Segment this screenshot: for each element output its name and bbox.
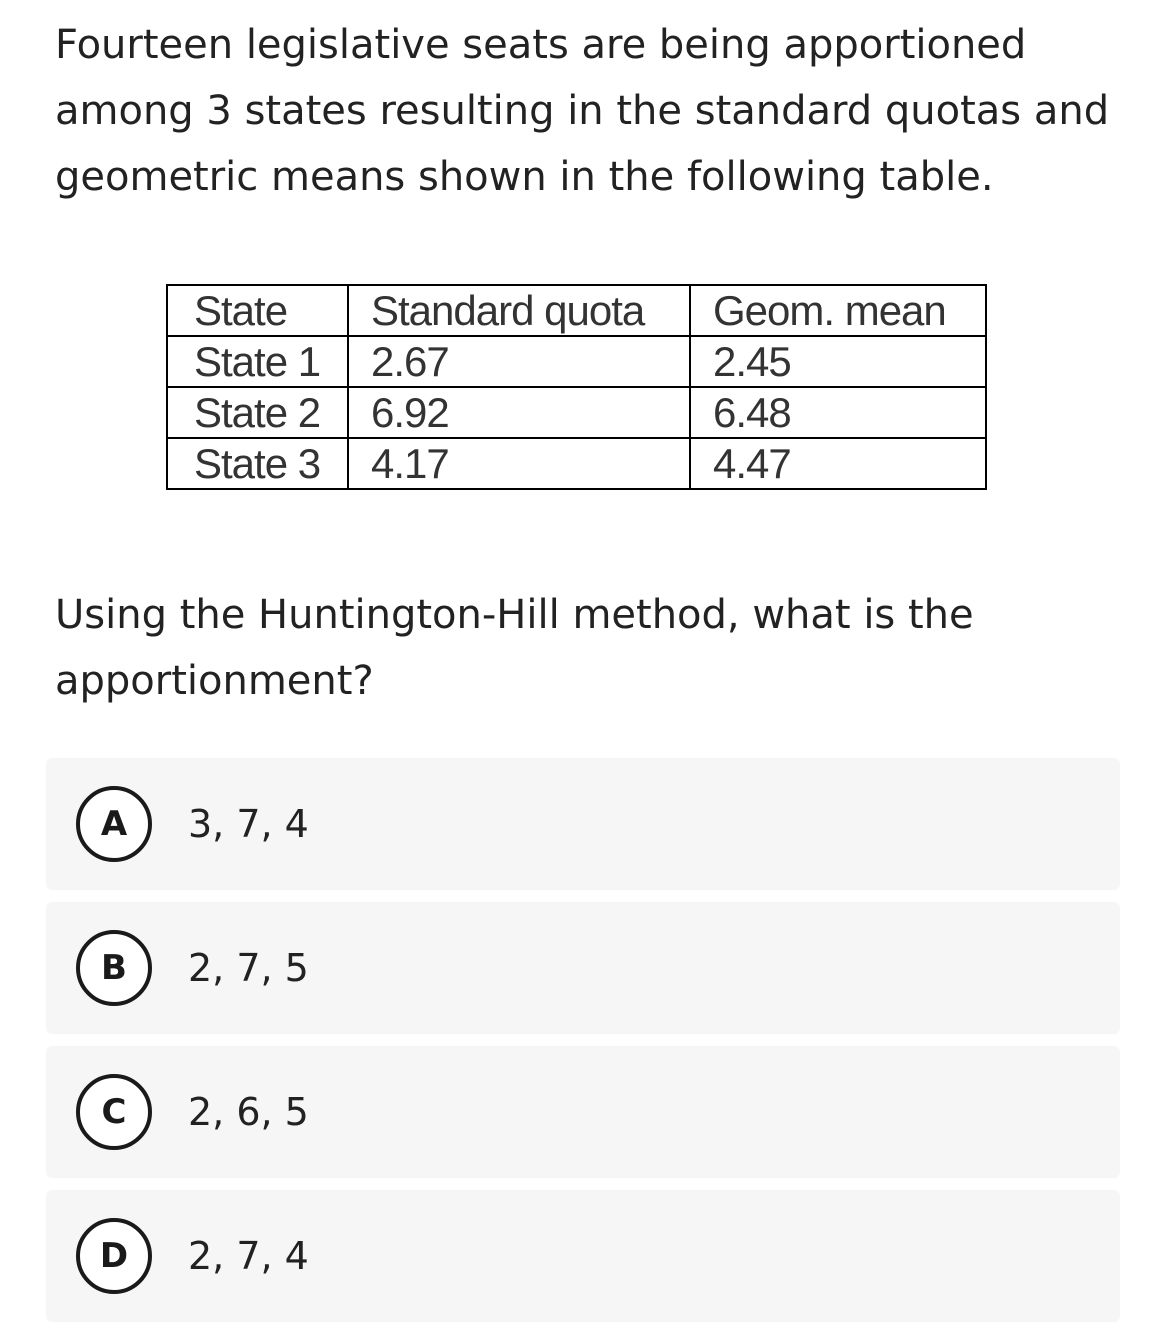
option-b[interactable]	[46, 902, 1120, 1034]
cell-state: State 2	[167, 387, 348, 438]
option-letter-badge: D	[76, 1218, 152, 1294]
answer-options	[46, 758, 1120, 1334]
table-row	[167, 387, 986, 438]
cell-state: State 1	[167, 336, 348, 387]
option-d[interactable]	[46, 1190, 1120, 1322]
table-row	[167, 438, 986, 489]
cell-geom-mean: 2.45	[690, 336, 986, 387]
option-text: 2, 7, 5	[188, 946, 309, 990]
cell-standard-quota: 2.67	[348, 336, 690, 387]
option-c[interactable]	[46, 1046, 1120, 1178]
quota-table	[166, 284, 987, 490]
cell-standard-quota: 6.92	[348, 387, 690, 438]
table-row	[167, 336, 986, 387]
cell-standard-quota: 4.17	[348, 438, 690, 489]
option-text: 2, 6, 5	[188, 1090, 309, 1134]
option-a[interactable]	[46, 758, 1120, 890]
header-geom-mean: Geom. mean	[690, 285, 986, 336]
cell-geom-mean: 6.48	[690, 387, 986, 438]
cell-state: State 3	[167, 438, 348, 489]
option-letter-badge: B	[76, 930, 152, 1006]
option-letter-badge: A	[76, 786, 152, 862]
option-text: 2, 7, 4	[188, 1234, 309, 1278]
option-letter-badge: C	[76, 1074, 152, 1150]
header-standard-quota: Standard quota	[348, 285, 690, 336]
option-text: 3, 7, 4	[188, 802, 309, 846]
question-text: Fourteen legislative seats are being apportioned among 3 states resulting in the standard quotas and geometric means shown in the following table.	[55, 22, 1110, 200]
header-state: State	[167, 285, 348, 336]
prompt-text: Using the Huntington-Hill method, what is the apportionment?	[55, 592, 974, 704]
cell-geom-mean: 4.47	[690, 438, 986, 489]
table-header-row	[167, 285, 986, 336]
quota-table-container	[166, 284, 987, 490]
